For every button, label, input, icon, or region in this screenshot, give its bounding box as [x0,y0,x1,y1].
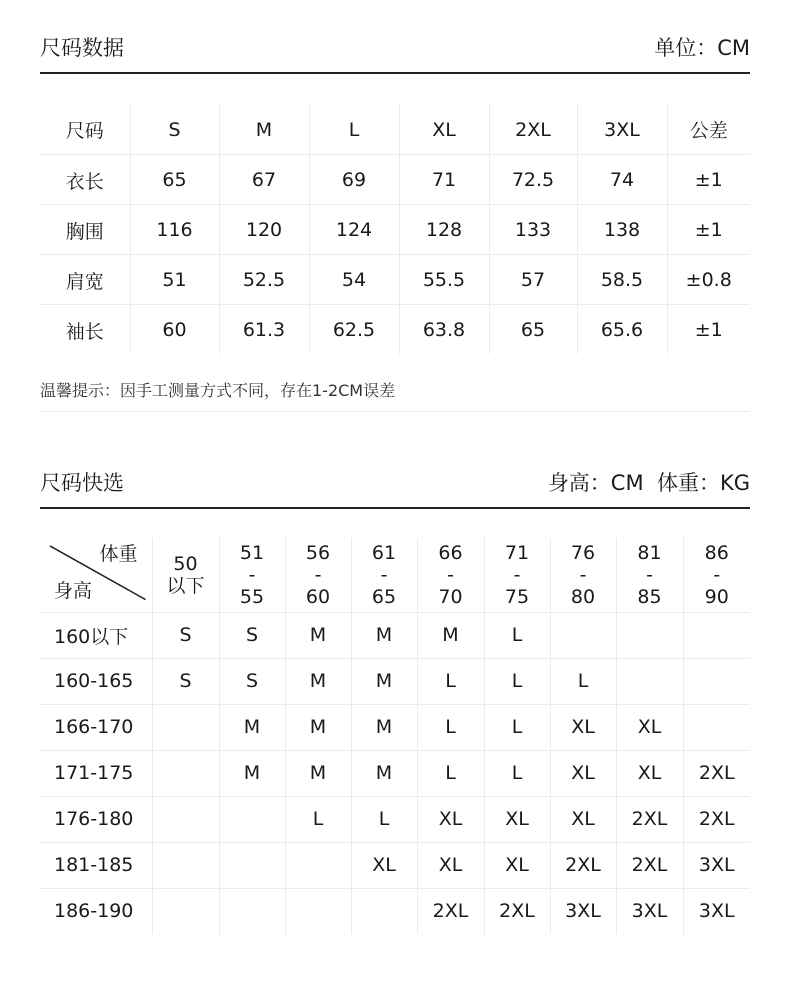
table-cell: 74 [577,154,667,204]
size-recommendation-cell: 3XL [683,842,750,888]
size-recommendation-cell: L [484,658,550,704]
weight-header-cell [417,538,484,612]
size-recommendation-cell [219,796,285,842]
size-recommendation-cell [219,842,285,888]
size-recommendation-cell: 2XL [484,888,550,934]
size-recommendation-cell [616,612,683,658]
size-recommendation-cell: S [152,658,219,704]
weight-header-cell [219,538,285,612]
height-range-cell: 160-165 [40,658,152,704]
table-cell: 65 [130,154,219,204]
table-cell: 63.8 [399,304,489,354]
size-table-header-cell: 2XL [489,104,577,154]
size-recommendation-cell: M [351,658,417,704]
table-row [40,204,750,254]
size-recommendation-cell: XL [550,704,616,750]
table-row [40,842,750,888]
quick-select-header [40,473,750,509]
table-row [40,154,750,204]
weight-value: 61 [371,541,397,564]
weight-separator: - [447,563,454,586]
table-row [40,658,750,704]
size-table-header-cell: 3XL [577,104,667,154]
size-table-header-cell: S [130,104,219,154]
quick-select-title: 尺码快选 [40,471,124,495]
size-recommendation-cell: S [152,612,219,658]
weight-header-cell [152,538,219,612]
size-recommendation-cell: S [219,658,285,704]
weight-value: 60 [305,585,331,608]
size-table-header-cell: L [309,104,399,154]
size-recommendation-cell: M [351,612,417,658]
weight-header-cell [351,538,417,612]
table-cell: 肩宽 [40,254,130,304]
size-recommendation-cell: XL [484,842,550,888]
weight-value: 51 [239,541,265,564]
size-recommendation-cell: M [285,704,351,750]
height-range-cell: 160以下 [40,612,152,658]
size-recommendation-cell: 2XL [550,842,616,888]
size-recommendation-cell [152,796,219,842]
table-row [40,254,750,304]
size-table-header-cell: M [219,104,309,154]
size-recommendation-cell [152,704,219,750]
size-recommendation-cell [683,658,750,704]
size-data-unit: 单位：CM [654,36,750,60]
size-recommendation-cell: 2XL [616,842,683,888]
size-recommendation-cell: XL [417,842,484,888]
weight-separator: - [248,563,256,586]
table-cell: 61.3 [219,304,309,354]
table-row [40,796,750,842]
size-recommendation-cell: L [351,796,417,842]
weight-separator: - [579,563,587,586]
size-recommendation-cell: 3XL [550,888,616,934]
table-cell: 138 [577,204,667,254]
size-recommendation-cell: L [285,796,351,842]
weight-separator: - [713,563,721,586]
size-recommendation-cell: 2XL [417,888,484,934]
size-recommendation-cell: 3XL [698,900,735,923]
table-cell: 133 [489,204,577,254]
size-recommendation-cell [351,888,417,934]
size-recommendation-cell: 3XL [616,888,683,934]
size-recommendation-cell: L [550,658,616,704]
size-recommendation-cell: XL [616,750,683,796]
size-table-header-row [40,104,750,154]
table-cell: 51 [130,254,219,304]
table-cell: 衣长 [40,154,130,204]
table-cell: 124 [309,204,399,254]
table-cell: 65 [489,304,577,354]
size-recommendation-cell: XL [417,796,484,842]
height-range-cell: 171-175 [40,750,152,796]
weight-axis-label: 体重 [99,543,138,565]
table-row [40,750,750,796]
weight-value: 56 [305,541,331,564]
size-recommendation-cell: XL [550,796,616,842]
size-recommendation-cell: XL [351,842,417,888]
height-range-cell: 186-190 [40,888,152,934]
table-row [40,888,750,934]
size-recommendation-cell: 2XL [683,796,750,842]
corner-cell [40,538,152,612]
height-range-cell: 181-185 [40,842,152,888]
size-recommendation-cell [683,704,750,750]
size-recommendation-cell [285,888,351,934]
weight-header-cell [285,538,351,612]
size-recommendation-cell [219,888,285,934]
size-recommendation-cell [152,888,219,934]
quick-table-header-row [40,538,750,612]
table-cell: 72.5 [489,154,577,204]
table-cell: 52.5 [219,254,309,304]
table-cell: ±1 [694,319,723,342]
table-cell: ±1 [667,204,750,254]
size-recommendation-cell: XL [550,750,616,796]
size-recommendation-cell [152,750,219,796]
weight-value: 71 [504,541,530,564]
weight-separator: - [513,563,521,586]
table-row [40,612,750,658]
size-data-header [40,38,750,74]
size-recommendation-cell [285,842,351,888]
size-recommendation-cell: S [219,612,285,658]
weight-value: 80 [570,585,596,608]
weight-value: 65 [371,585,397,608]
weight-value: 以下 [166,574,205,597]
table-cell: 55.5 [399,254,489,304]
table-cell: 69 [309,154,399,204]
weight-value: 75 [504,585,530,608]
table-row [40,704,750,750]
height-range-cell: 176-180 [40,796,152,842]
size-recommendation-cell: XL [616,704,683,750]
size-recommendation-cell: L [417,750,484,796]
size-table-header-cell: 公差 [667,104,750,154]
weight-value: 66 [438,541,463,564]
weight-header-cell [683,538,750,612]
weight-separator: - [314,563,322,586]
size-recommendation-cell: M [285,658,351,704]
table-cell: 胸围 [40,204,130,254]
height-axis-label: 身高 [54,579,93,602]
size-recommendation-cell: M [351,704,417,750]
size-table-header-cell: XL [399,104,489,154]
height-range-cell: 166-170 [40,704,152,750]
size-recommendation-cell: XL [484,796,550,842]
size-recommendation-cell [152,842,219,888]
size-data-table [40,104,750,354]
size-recommendation-cell [683,612,750,658]
size-recommendation-cell: M [417,612,484,658]
table-cell: 65.6 [577,304,667,354]
table-cell: 57 [489,254,577,304]
size-table-header-cell: 尺码 [40,104,130,154]
size-recommendation-cell: M [351,750,417,796]
table-cell: 120 [219,204,309,254]
measurement-tip: 温馨提示：因手工测量方式不同，存在1-2CM误差 [40,372,750,412]
table-cell: 58.5 [577,254,667,304]
size-recommendation-cell: 2XL [616,796,683,842]
weight-value: 55 [239,585,265,608]
table-cell: ±1 [667,154,750,204]
table-row [40,304,750,354]
quick-select-unit: 身高：CM 体重：KG [547,471,750,495]
size-recommendation-cell: L [484,612,550,658]
table-cell: 62.5 [309,304,399,354]
table-cell: 128 [399,204,489,254]
weight-header-cell [550,538,616,612]
size-recommendation-cell: M [285,750,351,796]
weight-value: 81 [637,541,662,564]
weight-value: 85 [637,585,662,608]
weight-value: 90 [704,585,729,608]
weight-header-cell [616,538,683,612]
size-recommendation-cell: M [285,612,351,658]
table-cell: 71 [399,154,489,204]
weight-value: 76 [570,541,596,564]
weight-header-cell [484,538,550,612]
size-recommendation-cell: L [417,704,484,750]
weight-separator: - [646,563,653,586]
table-cell: 60 [130,304,219,354]
table-cell: 116 [130,204,219,254]
size-recommendation-cell: M [219,750,285,796]
quick-select-table [40,538,750,934]
size-recommendation-cell: L [417,658,484,704]
size-recommendation-cell [616,658,683,704]
size-recommendation-cell: L [484,704,550,750]
weight-value: 50 [173,552,198,575]
weight-value: 70 [438,585,463,608]
table-cell: 67 [219,154,309,204]
size-recommendation-cell: L [484,750,550,796]
size-recommendation-cell: M [219,704,285,750]
size-recommendation-cell: 2XL [683,750,750,796]
size-recommendation-cell [550,612,616,658]
table-cell: ±0.8 [667,254,750,304]
table-cell: 54 [309,254,399,304]
weight-separator: - [380,563,388,586]
weight-value: 86 [704,541,729,564]
size-data-title: 尺码数据 [40,36,124,60]
table-cell: 袖长 [40,304,130,354]
